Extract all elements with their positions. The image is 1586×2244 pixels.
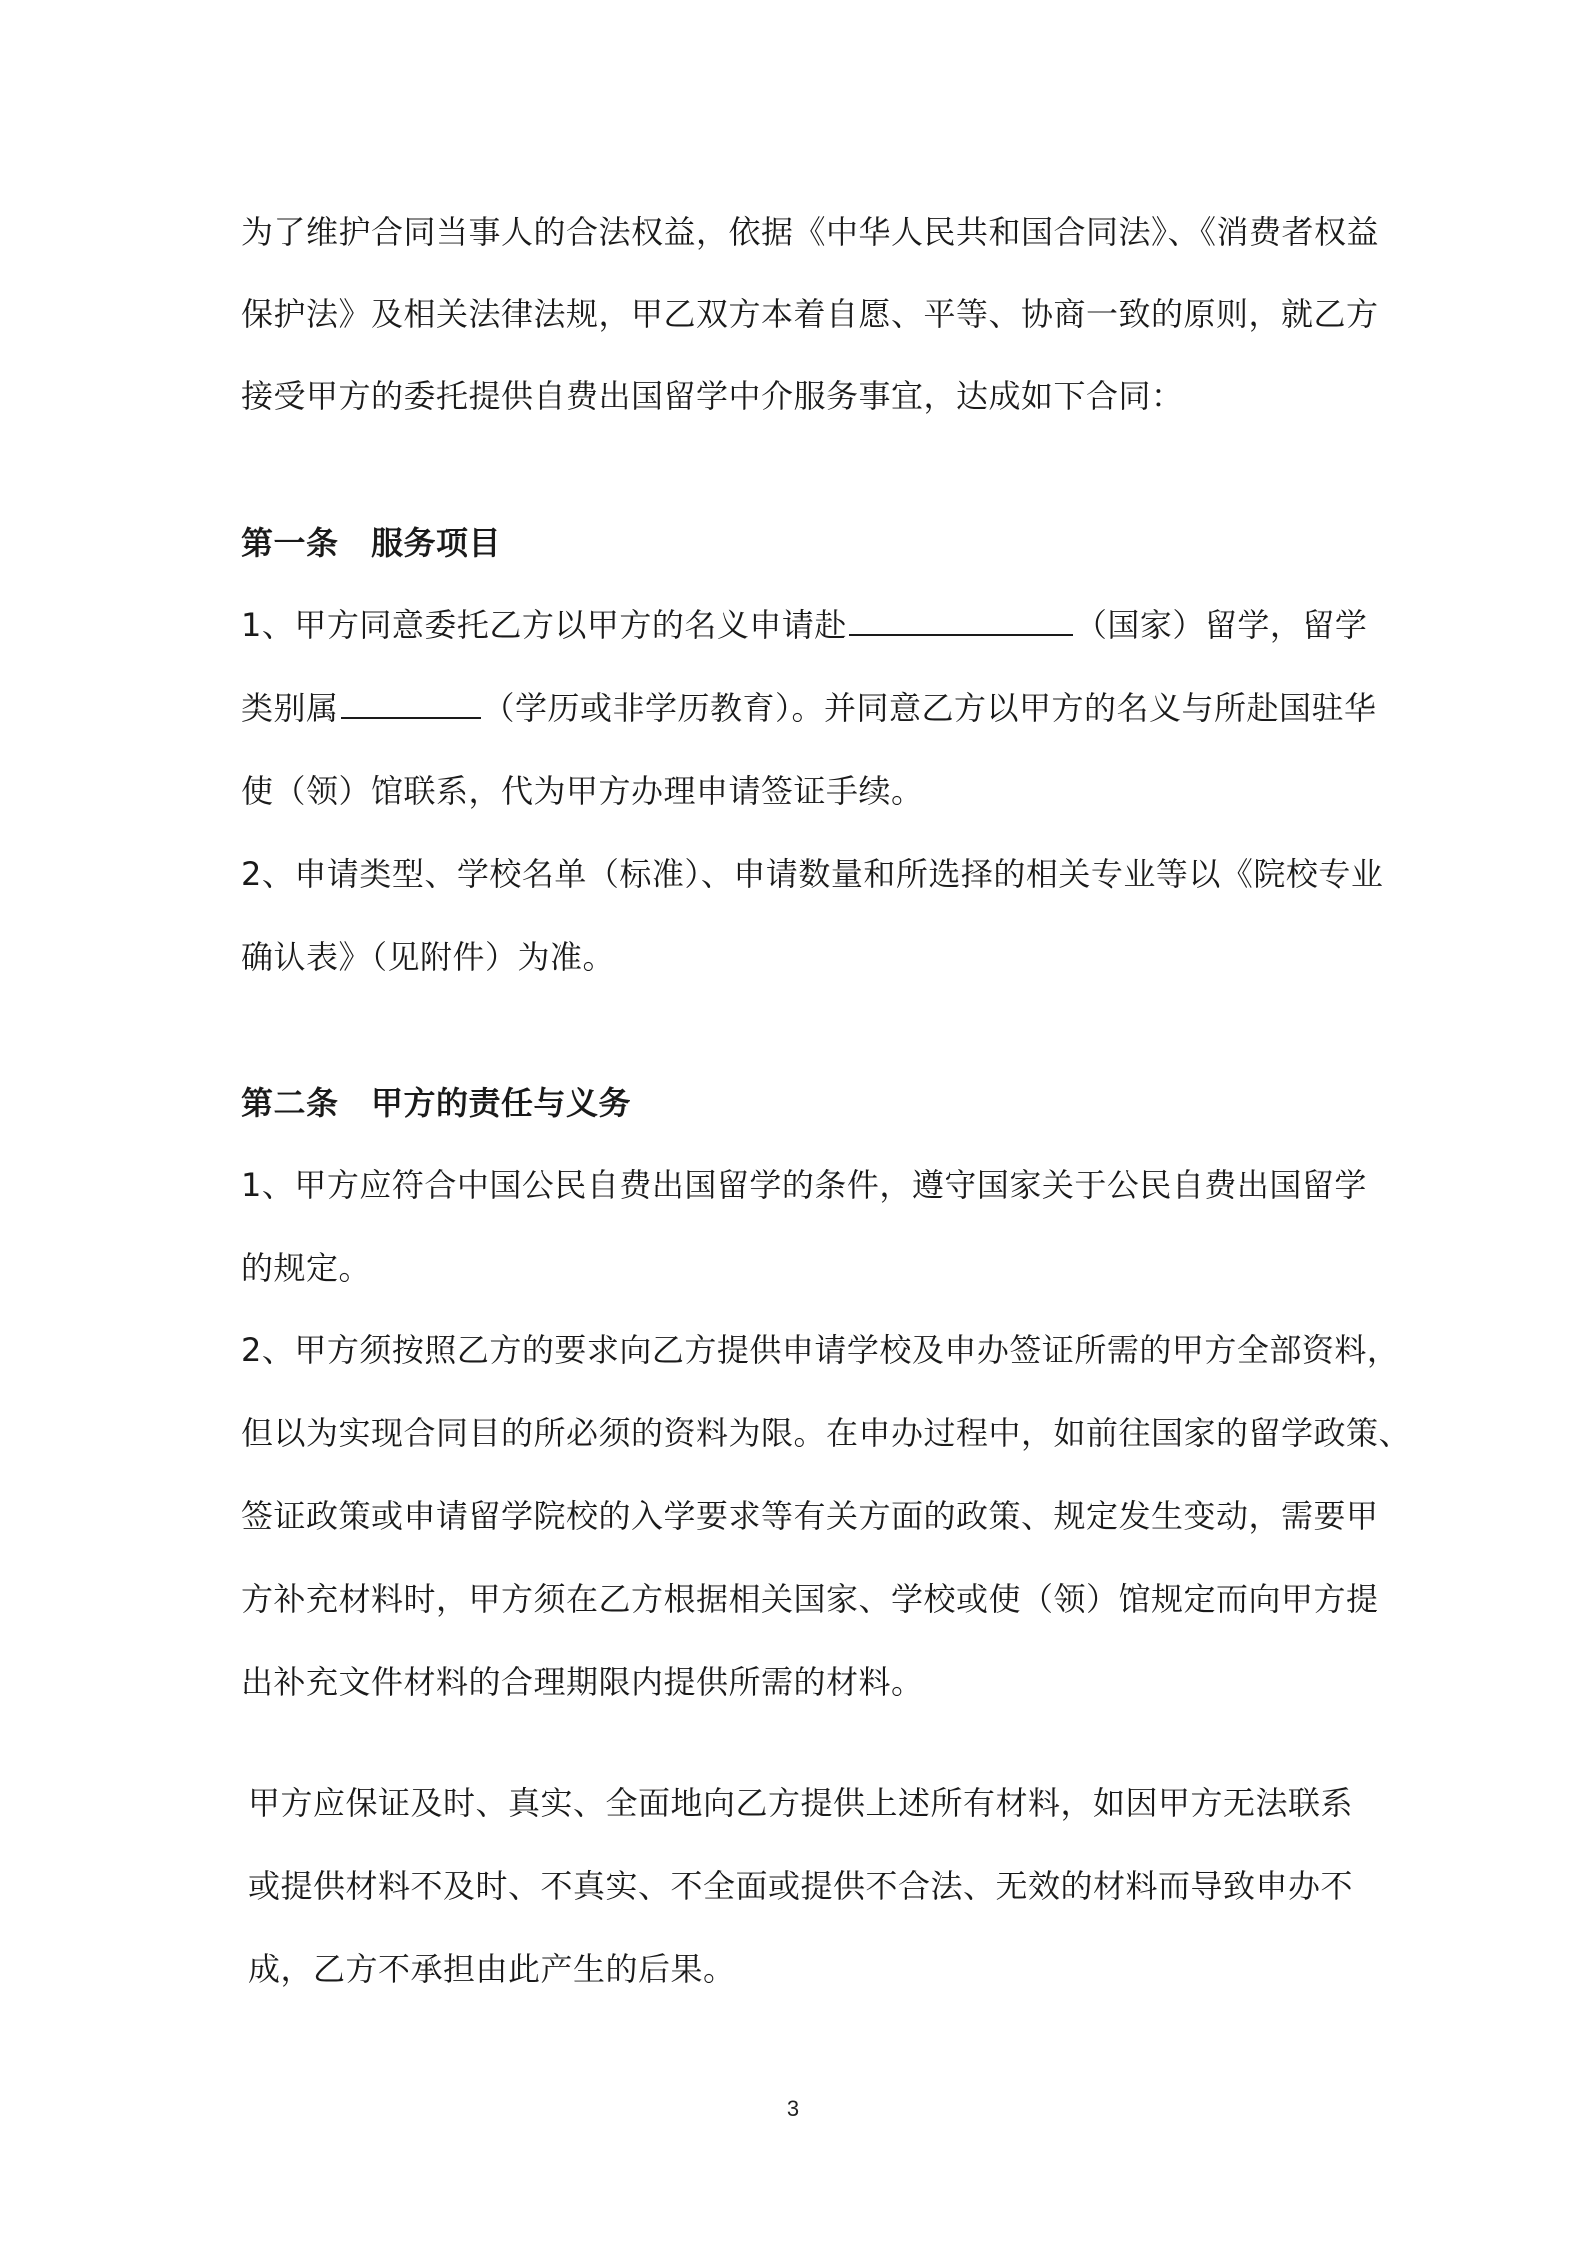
article-2-p2-line-4: 方补充材料时，甲方须在乙方根据相关国家、学校或使（领）馆规定而向甲方提 <box>241 1580 1379 1618</box>
article-2-p3-line-3: 成，乙方不承担由此产生的后果。 <box>248 1950 736 1988</box>
country-blank-field[interactable] <box>849 604 1073 636</box>
article-1-p1-line-1 <box>241 603 1367 647</box>
study-type-blank-field[interactable] <box>341 687 481 719</box>
article-1-p1-line-2-start: 类别属 <box>241 689 339 727</box>
article-2-p2-line-5: 出补充文件材料的合理期限内提供所需的材料。 <box>241 1663 924 1701</box>
article-1-p1-line-3: 使（领）馆联系，代为甲方办理申请签证手续。 <box>241 772 924 810</box>
article-2-p2-line-3: 签证政策或申请留学院校的入学要求等有关方面的政策、规定发生变动，需要甲 <box>241 1497 1379 1535</box>
article-2-p1-line-2: 的规定。 <box>241 1249 372 1287</box>
article-2-p3-line-1: 甲方应保证及时、真实、全面地向乙方提供上述所有材料，如因甲方无法联系 <box>248 1784 1354 1822</box>
intro-line-3: 接受甲方的委托提供自费出国留学中介服务事宜，达成如下合同： <box>241 377 1184 415</box>
article-1-p1-line-1-end: （国家）留学，留学 <box>1074 606 1368 644</box>
article-2-p3-line-2: 或提供材料不及时、不真实、不全面或提供不合法、无效的材料而导致申办不 <box>248 1867 1354 1905</box>
article-1-title: 第一条 服务项目 <box>241 524 502 562</box>
intro-line-2: 保护法》及相关法律法规，甲乙双方本着自愿、平等、协商一致的原则，就乙方 <box>241 295 1379 333</box>
article-1-p1-line-1-start: 1、甲方同意委托乙方以甲方的名义申请赴 <box>241 606 847 644</box>
article-1-p2-line-1: 2、申请类型、学校名单（标准）、申请数量和所选择的相关专业等以《院校专业 <box>241 855 1384 893</box>
page-number: 3 <box>786 2096 800 2121</box>
article-1-p1-line-2-end: （学历或非学历教育）。并同意乙方以甲方的名义与所赴国驻华 <box>482 689 1377 727</box>
article-2-title: 第二条 甲方的责任与义务 <box>241 1084 632 1122</box>
article-2-p2-line-2: 但以为实现合同目的所必须的资料为限。在申办过程中，如前往国家的留学政策、 <box>241 1414 1412 1452</box>
article-1-p1-line-2 <box>241 686 1377 730</box>
article-2-p2-line-1: 2、甲方须按照乙方的要求向乙方提供申请学校及申办签证所需的甲方全部资料， <box>241 1331 1400 1369</box>
article-1-p2-line-2: 确认表》（见附件）为准。 <box>241 938 616 976</box>
article-2-p1-line-1: 1、甲方应符合中国公民自费出国留学的条件，遵守国家关于公民自费出国留学 <box>241 1166 1367 1204</box>
intro-line-1: 为了维护合同当事人的合法权益，依据《中华人民共和国合同法》、《消费者权益 <box>241 213 1380 251</box>
